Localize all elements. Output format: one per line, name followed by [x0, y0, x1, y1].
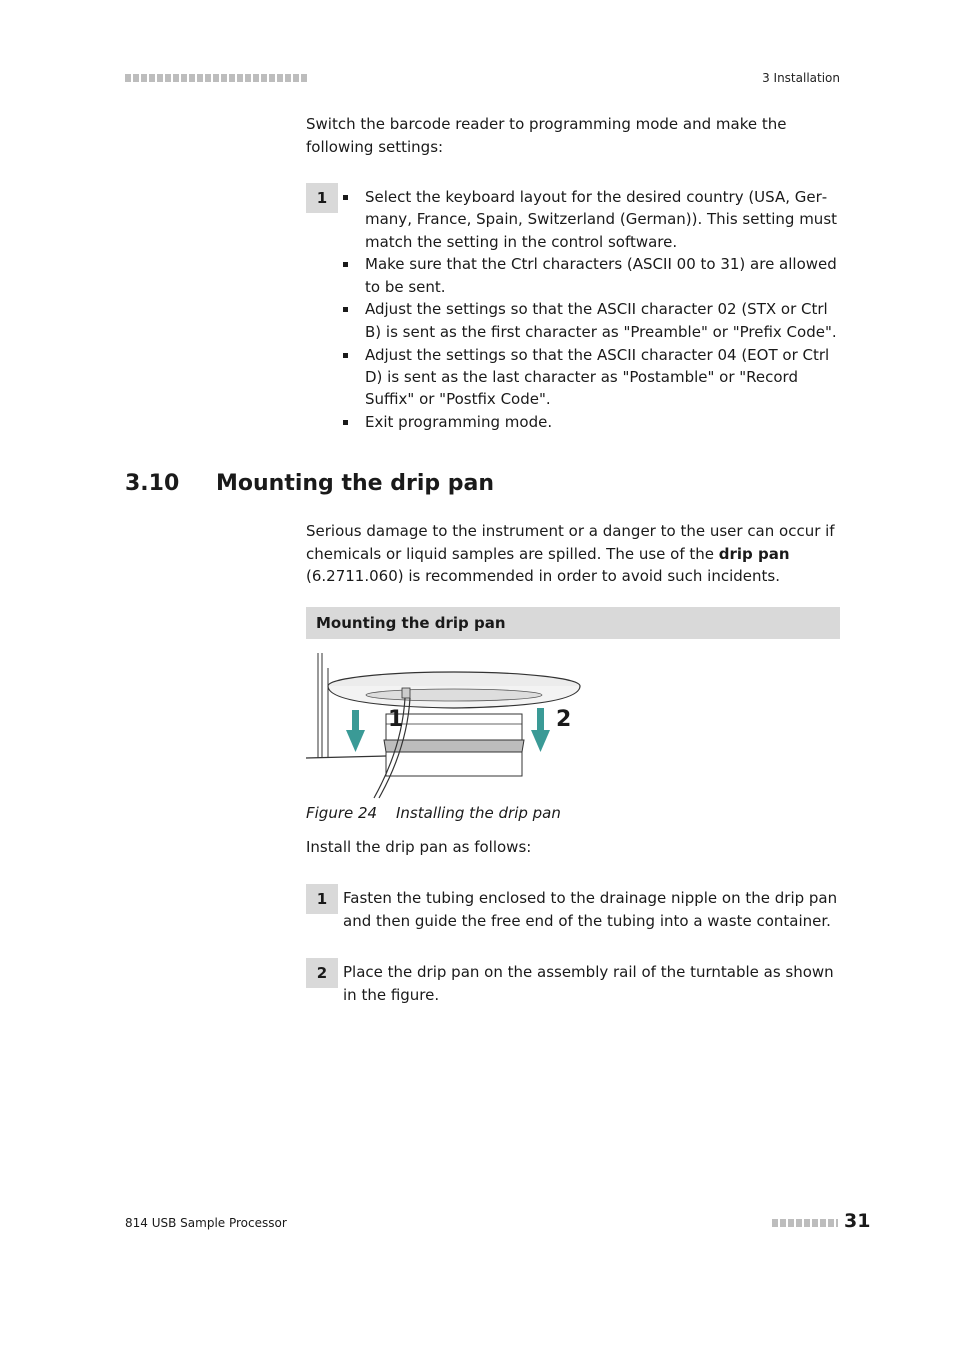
step-text: Place the drip pan on the assembly rail of the turntable as shown in the figure.	[343, 963, 834, 1004]
intro-paragraph: Switch the barcode reader to programming mode and make the following settings:	[306, 115, 787, 156]
section-heading	[125, 471, 494, 496]
step-text: Fasten the tubing enclosed to the drainage nipple on the drip pan and then guide the free end of the tubing into a waste container.	[343, 889, 838, 930]
assembly-rail	[384, 740, 524, 752]
figure-caption	[306, 804, 561, 822]
step-number-box: 1	[306, 884, 338, 914]
drip-pan-inner	[366, 689, 542, 701]
list-item: Adjust the settings so that the ASCII character 02 (STX or Ctrl B) is sent as the first character as "Preamble" or "Prefix Code".	[343, 298, 848, 343]
page-number: 31	[844, 1210, 871, 1232]
list-item: Make sure that the Ctrl characters (ASCII 00 to 31) are allowed to be sent.	[343, 253, 848, 298]
drip-pan-figure	[306, 648, 586, 800]
drip-pan-term: drip pan	[718, 544, 790, 563]
step-number-box: 2	[306, 958, 338, 988]
figure-caption-text: Installing the drip pan	[396, 804, 561, 822]
body-paragraph	[306, 520, 846, 588]
body-text-after: (6.2711.060) is recommended in order to avoid such incidents.	[306, 567, 780, 585]
figure-label-2: 2	[556, 707, 572, 732]
list-item: Adjust the settings so that the ASCII character 04 (EOT or Ctrl D) is sent as the last character as "Postamble" or "Record Suffix" or "Postfix Code".	[343, 344, 848, 411]
figure-number: Figure 24	[306, 804, 378, 822]
body-text-before: Serious damage to the instrument or a danger to the user can occur if chemicals or liquid samples are spilled. The use of the	[306, 522, 835, 563]
header-section-title: 3 Installation	[762, 71, 840, 85]
footer-decoration	[772, 1219, 838, 1227]
section-number: 3.10	[125, 471, 180, 496]
list-item: Exit programming mode.	[343, 411, 848, 433]
drainage-nipple	[402, 688, 410, 698]
procedure-lead: Install the drip pan as follows:	[306, 838, 532, 856]
settings-bullet-list	[343, 186, 848, 434]
header-decoration	[125, 74, 307, 82]
arrow-2-icon	[531, 708, 550, 752]
procedure-title: Mounting the drip pan	[306, 607, 840, 639]
list-item: Select the keyboard layout for the desired country (USA, Germany, France, Spain, Switzerland (German)). This setting must match the setting in the control software.	[343, 186, 848, 253]
footer-product-name: 814 USB Sample Processor	[125, 1216, 287, 1230]
figure-label-1: 1	[388, 707, 404, 732]
section-title: Mounting the drip pan	[216, 471, 495, 496]
step-number-box: 1	[306, 183, 338, 213]
arrow-1-icon	[346, 710, 365, 752]
